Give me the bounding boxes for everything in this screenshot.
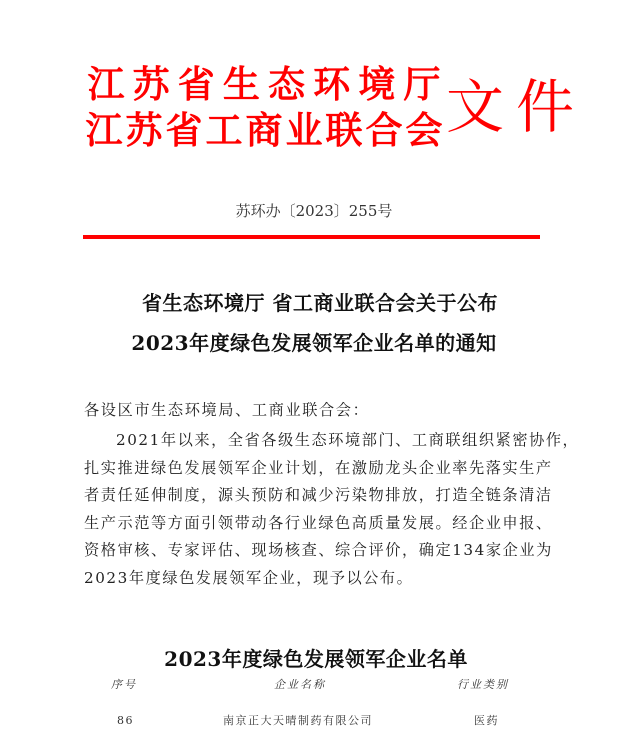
doc-word-char: 文: [446, 73, 505, 141]
list-title: [0, 645, 624, 673]
issuer-char: 联: [325, 109, 363, 152]
issuer-char: 环: [313, 63, 351, 106]
issuer-char: 商: [245, 109, 283, 152]
body-paragraph: [84, 427, 580, 592]
row-seq: 86: [117, 714, 134, 727]
paragraph-line: 生产示范等方面引领带动各行业绿色高质量发展。经企业申报、: [84, 513, 553, 532]
list-title-text: 2023年度绿色发展领军企业名单: [164, 647, 468, 671]
salutation: 各设区市生态环境局、工商业联合会：: [84, 401, 370, 419]
issuer-line-federation: [84, 111, 444, 151]
column-header-seq: 序号: [111, 678, 137, 691]
row-company-name: 南京正大天晴制药有限公司: [223, 714, 373, 727]
issuer-char: 苏: [132, 63, 170, 106]
issuer-char: 苏: [125, 109, 163, 152]
doc-word-char: 件: [515, 73, 574, 141]
paragraph-line: 扎实推进绿色发展领军企业计划，在激励龙头企业率先落实生产: [84, 458, 553, 477]
column-header-industry: 行业类别: [457, 678, 509, 691]
notice-title-line-2: 2023年度绿色发展领军企业名单的通知: [131, 331, 497, 355]
notice-title-line-1: 省生态环境厅 省工商业联合会关于公布: [142, 291, 498, 315]
paragraph-line: 者责任延伸制度，源头预防和减少污染物排放，打造全链条清洁: [84, 486, 553, 504]
table-row: [0, 711, 624, 731]
paragraph-line: 2023年度绿色发展领军企业，现予以公布。: [84, 568, 414, 587]
document-number: [0, 200, 624, 222]
issuer-char: 省: [177, 63, 215, 106]
issuer-char: 合: [365, 109, 403, 152]
issuer-char: 江: [85, 109, 123, 152]
row-industry: 医药: [474, 714, 499, 727]
column-header-company: 企业名称: [274, 678, 326, 691]
issuer-char: 业: [285, 109, 323, 152]
paragraph-line: 2021年以来，全省各级生态环境部门、工商联组织紧密协作，: [116, 431, 580, 449]
document-label: [446, 74, 574, 140]
issuer-char: 江: [87, 63, 125, 106]
issuer-char: 工: [205, 109, 243, 152]
issuer-char: 厅: [403, 63, 441, 106]
issuer-line-environment-dept: [84, 65, 444, 105]
issuer-char: 境: [358, 63, 396, 106]
paragraph-line: 资格审核、专家评估、现场核查、综合评价，确定134家企业为: [84, 541, 553, 559]
issuer-char: 生: [222, 63, 260, 106]
issuer-char: 会: [405, 109, 443, 152]
table-header: [0, 675, 624, 695]
document-number-text: 苏环办〔2023〕255号: [235, 202, 393, 220]
issuer-char: 省: [165, 109, 203, 152]
red-divider: [83, 235, 540, 239]
issuer-char: 态: [268, 63, 306, 106]
